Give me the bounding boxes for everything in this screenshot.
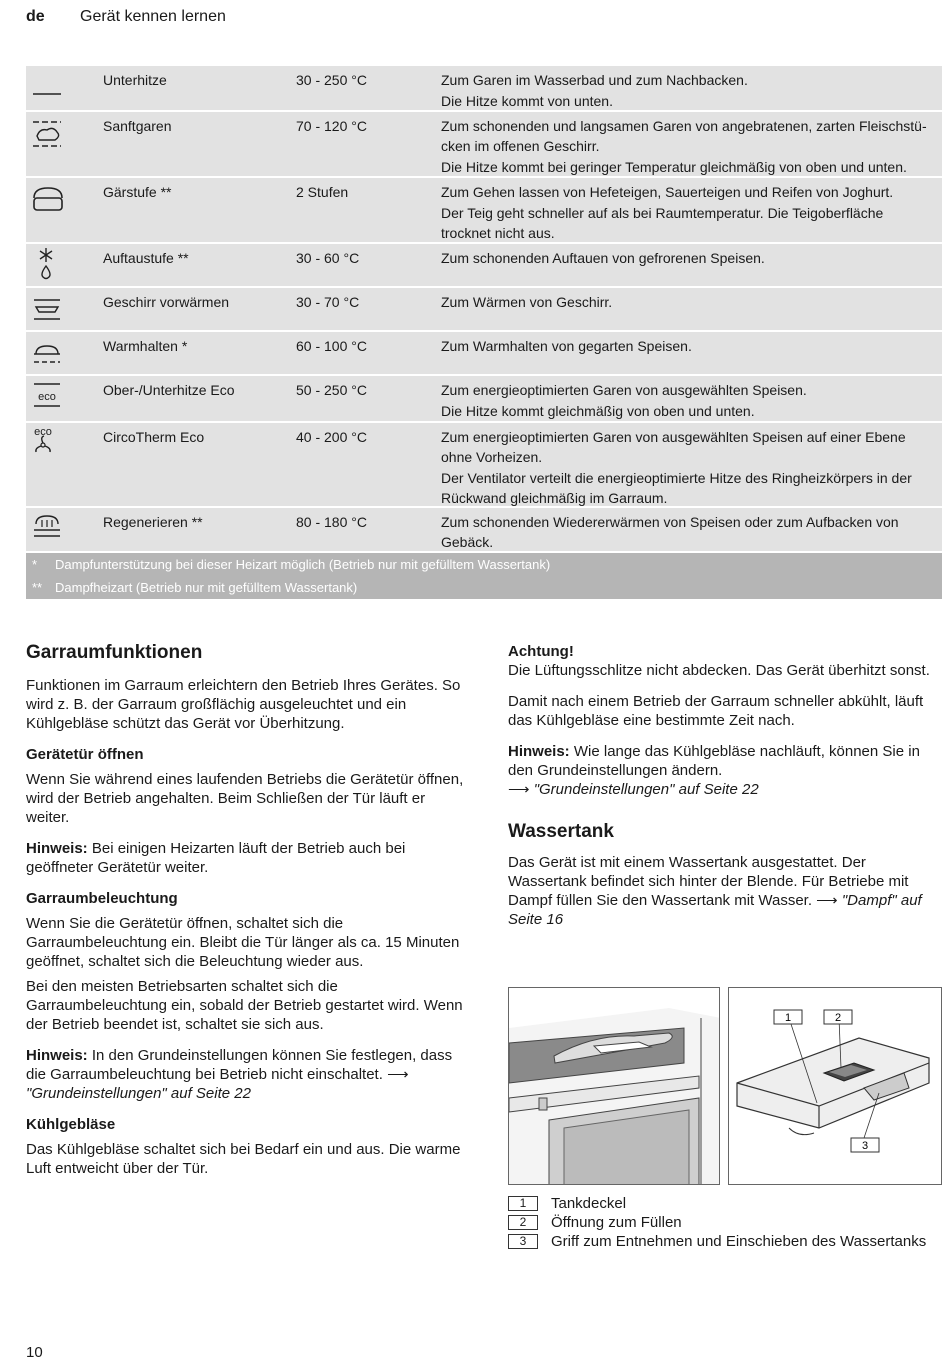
table-row — [26, 112, 942, 178]
mode-name: Warmhalten * — [103, 338, 188, 354]
mode-temperature: 70 - 120 °C — [296, 118, 367, 134]
paragraph: Bei den meisten Betriebsarten schaltet sich die Garraumbeleuchtung ein, sobald der Betrieb gestartet wird. Wenn der Betrieb beendet ist, schaltet sie sich aus. — [26, 978, 463, 1033]
table-row — [26, 288, 942, 332]
mode-description: Zum Wärmen von Geschirr. — [441, 294, 613, 310]
mode-name: Auftaustufe ** — [103, 250, 189, 266]
paragraph: Damit nach einem Betrieb der Garraum schneller abkühlt, läuft das Kühlgebläse eine bestimmte Zeit nach. — [508, 693, 924, 729]
figure-legend — [508, 1194, 938, 1251]
mode-name: Gärstufe ** — [103, 184, 172, 200]
note: Hinweis: Wie lange das Kühlgebläse nachläuft, können Sie in den Grundeinstellungen ändern. — [508, 743, 920, 779]
mode-description: Zum schonenden Wiedererwärmen von Speisen oder zum Aufbacken von Gebäck. — [441, 514, 899, 550]
top-bottom-eco-icon — [26, 376, 70, 422]
svg-text:eco: eco — [38, 391, 56, 403]
left-column — [26, 642, 466, 1190]
mode-description: Zum schonenden und langsamen Garen von angebratenen, zarten Fleischstücken im offenen Geschirr. Die Hitze kommt bei geringer Temperatur gleichmäßig von oben und unten. — [441, 118, 927, 175]
mode-name: Regenerieren ** — [103, 514, 203, 530]
table-row — [26, 423, 942, 508]
subheading: Kühlgebläse — [26, 1116, 116, 1133]
table-row — [26, 66, 942, 112]
defrost-icon — [26, 244, 70, 288]
paragraph: Das Gerät ist mit einem Wassertank ausgestattet. Der Wassertank befindet sich hinter der Blende. Für Betriebe mit Dampf füllen Sie den Wassertank mit Wasser. ⟶ "Dampf" auf Seite 16 — [508, 854, 922, 928]
mode-temperature: 30 - 250 °C — [296, 72, 367, 88]
mode-description: Zum Warmhalten von gegarten Speisen. — [441, 338, 692, 354]
legend-item: 3 Griff zum Entnehmen und Einschieben des Wassertanks — [508, 1232, 938, 1251]
cross-reference-link[interactable]: "Grundeinstellungen" auf Seite 22 — [533, 781, 759, 798]
proving-icon — [26, 178, 70, 224]
mode-temperature: 30 - 60 °C — [296, 250, 360, 266]
section-heading: Wassertank — [508, 821, 614, 842]
mode-description: Zum energieoptimierten Garen von ausgewählten Speisen auf einer Ebene ohne Vorheizen. Der Ventilator verteilt die energieoptimierte Hitze des Ringheizkörpers in der Rückwand gleichmäßig im Garraum. — [441, 429, 912, 506]
arrow-icon: ⟶ — [508, 781, 530, 798]
mode-temperature: 50 - 250 °C — [296, 382, 367, 398]
callout-1: 1 — [784, 1012, 792, 1024]
mode-name: Ober-/Unterhitze Eco — [103, 382, 235, 398]
table-row — [26, 244, 942, 288]
svg-text:eco: eco — [34, 426, 52, 438]
heating-modes-table — [26, 66, 942, 599]
gentle-cook-icon — [26, 112, 70, 162]
callout-3: 3 — [861, 1140, 869, 1152]
paragraph: Wenn Sie die Gerätetür öffnen, schaltet sich die Garraumbeleuchtung ein. Bleibt die Tür länger als ca. 15 Minuten geöffnet, schaltet sich die Beleuchtung wieder aus. — [26, 915, 460, 970]
mode-name: Unterhitze — [103, 72, 167, 88]
right-column — [508, 642, 940, 941]
table-row — [26, 178, 942, 244]
mode-description: Zum Gehen lassen von Hefeteigen, Sauerteigen und Reifen von Joghurt. Der Teig geht schneller auf als bei Raumtemperatur. Die Teigoberfläche trocknet nicht aus. — [441, 184, 894, 241]
table-row — [26, 508, 942, 553]
arrow-icon: ⟶ — [387, 1066, 409, 1083]
subheading: Gerätetür öffnen — [26, 746, 144, 763]
water-tank-figure — [508, 987, 942, 1185]
circotherm-eco-icon — [26, 423, 70, 473]
page-number: 10 — [26, 1344, 43, 1361]
mode-name: Sanftgaren — [103, 118, 172, 134]
legend-item: 2 Öffnung zum Füllen — [508, 1213, 938, 1232]
paragraph: Das Kühlgebläse schaltet sich bei Bedarf ein und aus. Die warme Luft entweicht über der Tür. — [26, 1141, 461, 1177]
table-footnotes — [26, 553, 942, 599]
water-tank-illustration — [728, 987, 942, 1185]
plate-warming-icon — [26, 288, 70, 332]
regenerate-icon — [26, 508, 70, 552]
mode-temperature: 60 - 100 °C — [296, 338, 367, 354]
footnote: * Dampfunterstützung bei dieser Heizart möglich (Betrieb nur mit gefülltem Wassertank) — [32, 557, 551, 572]
mode-name: CircoTherm Eco — [103, 429, 205, 445]
note-reference — [508, 780, 940, 799]
mode-description: Zum schonenden Auftauen von gefrorenen Speisen. — [441, 250, 765, 266]
keep-warm-icon — [26, 332, 70, 376]
page-header — [26, 8, 226, 26]
cross-reference-link[interactable]: "Dampf" auf Seite 16 — [508, 892, 922, 928]
subheading: Garraumbeleuchtung — [26, 890, 178, 907]
note: Hinweis: In den Grundeinstellungen können Sie festlegen, dass die Garraumbeleuchtung bei Betrieb nicht einschaltet. ⟶ "Grundeinstellungen" auf Seite 22 — [26, 1047, 453, 1102]
mode-temperature: 2 Stufen — [296, 184, 349, 200]
paragraph: Funktionen im Garraum erleichtern den Betrieb Ihres Gerätes. So wird z. B. der Garraum großflächig ausgeleuchtet und ein Kühlgebläse schützt das Gerät vor Überhitzung. — [26, 677, 461, 732]
mode-name: Geschirr vorwärmen — [103, 294, 230, 310]
warning-text: Die Lüftungsschlitze nicht abdecken. Das Gerät überhitzt sonst. — [508, 662, 930, 679]
mode-description: Zum energieoptimierten Garen von ausgewählten Speisen. Die Hitze kommt gleichmäßig von oben und unten. — [441, 382, 807, 419]
callout-2: 2 — [834, 1012, 842, 1024]
bottom-heat-icon — [26, 66, 70, 112]
warning-label: Achtung! — [508, 643, 574, 660]
chapter-title: Gerät kennen lernen — [80, 8, 226, 25]
language-code: de — [26, 8, 45, 25]
footnote: ** Dampfheizart (Betrieb nur mit gefülltem Wassertank) — [32, 580, 358, 595]
mode-temperature: 40 - 200 °C — [296, 429, 367, 445]
legend-item: 1 Tankdeckel — [508, 1194, 938, 1213]
mode-temperature: 80 - 180 °C — [296, 514, 367, 530]
note: Hinweis: Bei einigen Heizarten läuft der Betrieb auch bei geöffneter Gerätetür weiter. — [26, 840, 406, 876]
paragraph: Wenn Sie während eines laufenden Betriebs die Gerätetür öffnen, wird der Betrieb angehalten. Beim Schließen der Tür läuft er weiter. — [26, 771, 464, 826]
mode-temperature: 30 - 70 °C — [296, 294, 360, 310]
mode-description: Zum Garen im Wasserbad und zum Nachbacken. Die Hitze kommt von unten. — [441, 72, 748, 109]
table-row — [26, 376, 942, 423]
oven-illustration — [508, 987, 720, 1185]
section-heading: Garraumfunktionen — [26, 642, 203, 663]
table-row — [26, 332, 942, 376]
cross-reference-link[interactable]: "Grundeinstellungen" auf Seite 22 — [26, 1085, 251, 1102]
arrow-icon: ⟶ — [816, 892, 838, 909]
